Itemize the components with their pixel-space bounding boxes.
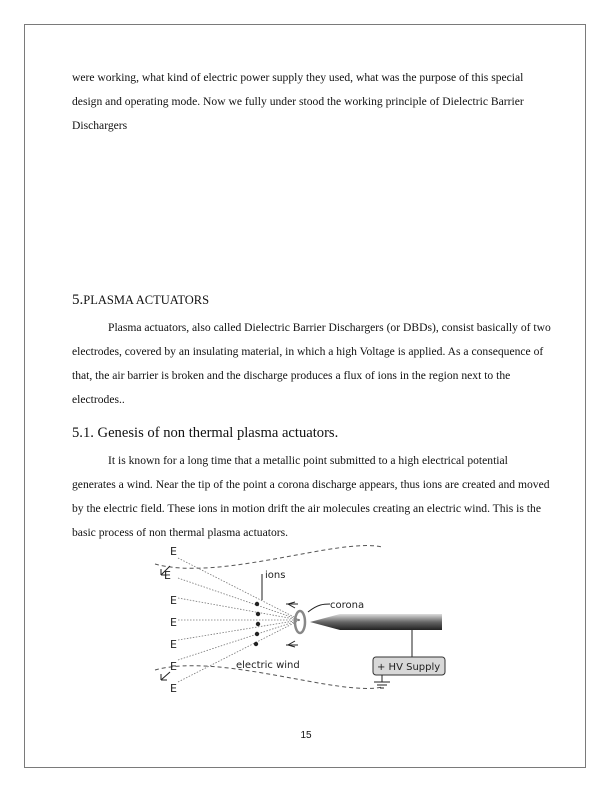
corona-label: corona <box>330 600 365 611</box>
ground-symbol <box>374 675 390 688</box>
svg-text:E: E <box>170 616 177 629</box>
electrode-needle <box>310 614 442 630</box>
field-line-upper <box>155 546 382 569</box>
svg-text:E: E <box>170 638 177 651</box>
svg-text:E: E <box>170 682 177 692</box>
svg-text:E: E <box>170 660 177 673</box>
svg-text:E: E <box>170 594 177 607</box>
section-number: 5. <box>72 292 84 308</box>
section-heading-5 <box>72 292 209 309</box>
intro-paragraph: were working, what kind of electric power supply they used, what was the purpose of this special design and operating mode. Now we fully under stood the working principle of Dielectric Barrier Dischargers <box>72 71 524 132</box>
ion-dots <box>254 602 260 646</box>
section-heading-5-1: 5.1. Genesis of non thermal plasma actuators. <box>72 425 339 441</box>
svg-text:E: E <box>170 545 177 558</box>
svg-text:E: E <box>164 569 171 582</box>
page-number: 15 <box>300 730 312 741</box>
corona-wind-diagram <box>150 542 450 692</box>
section-5-1-paragraph: It is known for a long time that a metallic point submitted to a high electrical potential generates a wind. Near the tip of the point a corona discharge appears, thus ions are created and moved by the electric field. These ions in motion drift the air molecules creating an electric wind. This is the basic process of non thermal plasma actuators. <box>72 454 550 539</box>
section-title: PLASMA ACTUATORS <box>83 293 210 307</box>
section-5-paragraph: Plasma actuators, also called Dielectric Barrier Dischargers (or DBDs), consist basically of two electrodes, covered by an insulating material, in which a high Voltage is applied. As a consequence of that, the air barrier is broken and the discharge produces a flux of ions in the region next to the electrodes.. <box>72 321 551 406</box>
hv-supply-label: + HV Supply <box>377 662 441 673</box>
electric-wind-label: electric wind <box>236 660 300 671</box>
ions-label: ions <box>265 570 286 581</box>
